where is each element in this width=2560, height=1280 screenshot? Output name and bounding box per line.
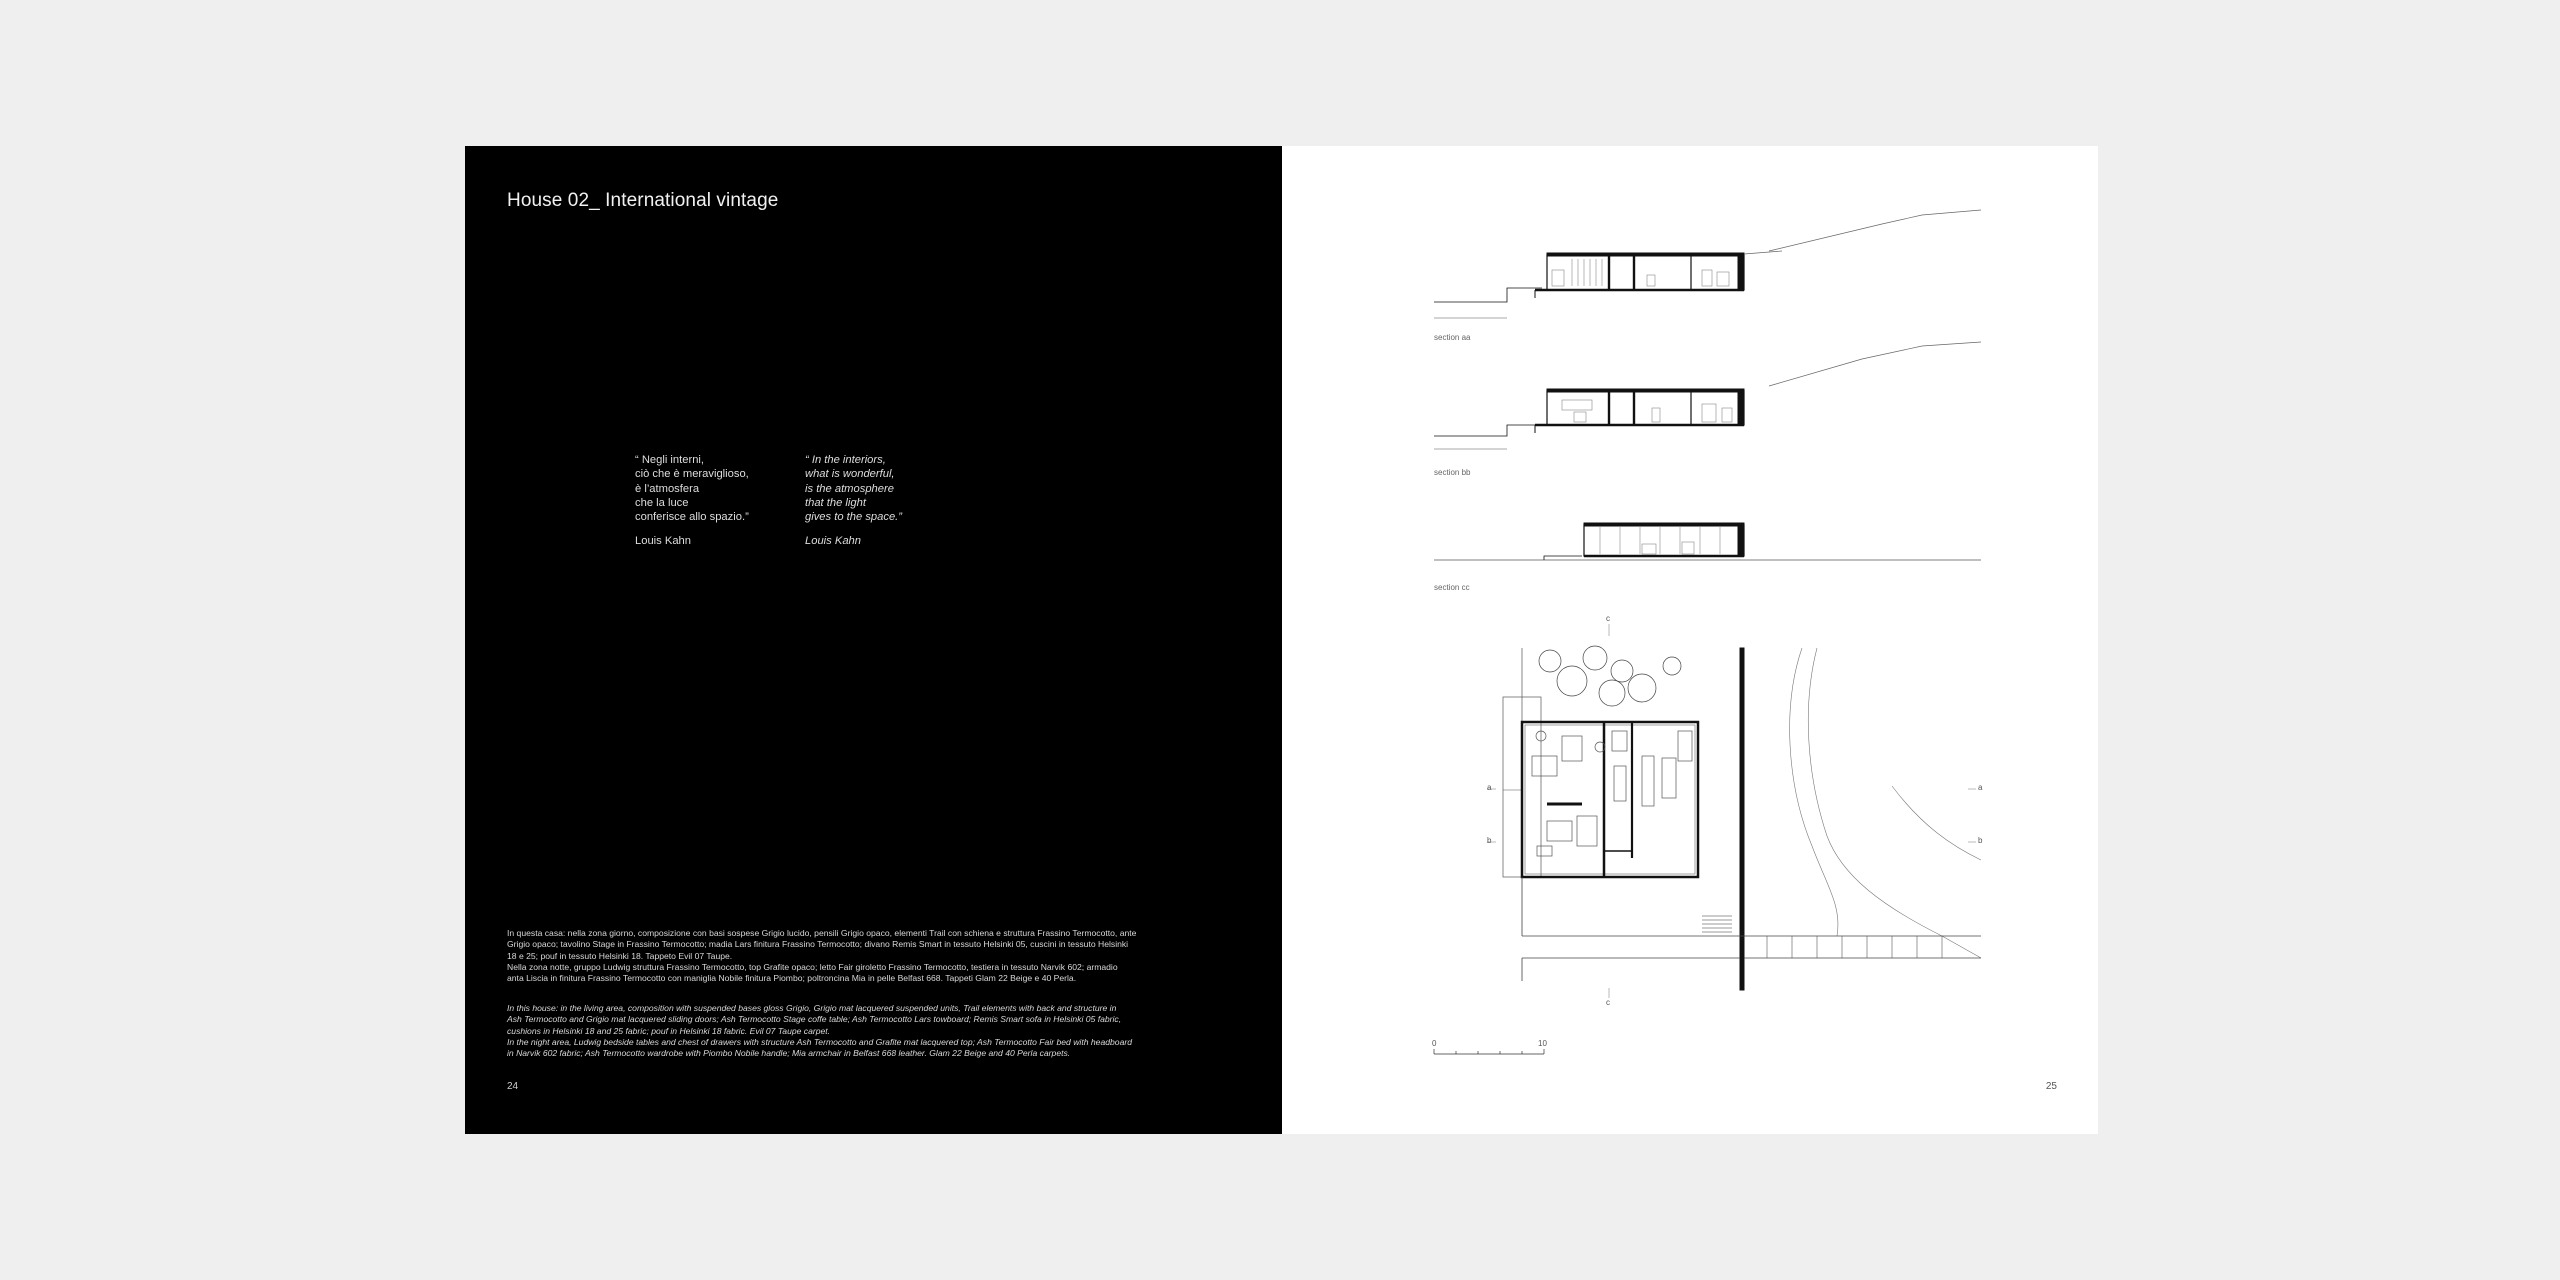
- section-label-aa: section aa: [1434, 333, 1471, 342]
- description-line: anta Liscia in finitura Frassino Termocotto con maniglia Nobile finitura Piombo; poltroncina Mia in pelle Belfast 668. Tappeti Glam 22 Beige e 40 Perla.: [507, 973, 1077, 984]
- quote-author: Louis Kahn: [635, 535, 691, 548]
- quote-italian: [635, 453, 749, 549]
- quote-line: that the light: [805, 496, 866, 509]
- section-bb-drawing: [1434, 342, 1981, 449]
- description-line: In the night area, Ludwig bedside tables and chest of drawers with structure Ash Termocotto and Grafite mat lacquered top; Ash Termocotto Fair bed with headboard: [507, 1036, 1132, 1047]
- scale-start: 0: [1432, 1039, 1437, 1048]
- description-line: cushions in Helsinki 18 and 25 fabric; pouf in Helsinki 18 fabric. Evil 07 Taupe carpet.: [507, 1025, 831, 1036]
- section-label-bb: section bb: [1434, 468, 1471, 477]
- description-line: Grigio opaco; tavolino Stage in Frassino Termocotto; madia Lars finitura Frassino Termocotto; divano Remis Smart in tessuto Helsinki 05, cuscini in tessuto Helsinki: [507, 939, 1129, 950]
- architectural-drawings: [1282, 146, 2098, 1134]
- scale-end: 10: [1538, 1039, 1547, 1048]
- marker-b-right: b: [1978, 836, 1983, 845]
- quote-line: is the atmosphere: [805, 482, 894, 495]
- marker-a-left: a: [1487, 783, 1492, 792]
- quote-line: “ Negli interni,: [635, 454, 705, 466]
- quote-line: ciò che è meraviglioso,: [635, 468, 749, 481]
- section-aa-drawing: [1434, 210, 1981, 318]
- description-line: 18 e 25; pouf in tessuto Helsinki 18. Tappeto Evil 07 Taupe.: [507, 950, 733, 961]
- quote-author: Louis Kahn: [805, 535, 861, 548]
- quote-line: “ In the interiors,: [805, 454, 886, 466]
- marker-b-left: b: [1487, 836, 1492, 845]
- description-line: Ash Termocotto and Grigio mat lacquered sliding doors; Ash Termocotto Stage coffe table; Ash Termocotto Lars towboard; Remis Smart sofa in Helsinki 05 fabric,: [507, 1014, 1122, 1025]
- description-line: Nella zona notte, gruppo Ludwig struttura Frassino Termocotto, top Grafite opaco; letto Fair giroletto Frassino Termocotto, testiera in tessuto Narvik 602; armadio: [507, 961, 1118, 972]
- description-line: In questa casa: nella zona giorno, composizione con basi sospese Grigio lucido, pensili Grigio opaco, elementi Trail con schiena e struttura Frassino Termocotto, ante: [507, 928, 1137, 938]
- description-english: [507, 1003, 1207, 1059]
- book-spread: [465, 146, 2098, 1134]
- right-page: [1282, 146, 2098, 1134]
- floor-plan-drawing: [1487, 624, 1981, 998]
- quote-line: conferisce allo spazio.”: [635, 511, 749, 524]
- marker-c-bottom: c: [1606, 998, 1610, 1007]
- quote-line: è l’atmosfera: [635, 482, 700, 495]
- quote-line: gives to the space.”: [805, 511, 903, 524]
- marker-a-right: a: [1978, 783, 1983, 792]
- scale-bar-drawing: [1434, 1049, 1544, 1054]
- quote-line: che la luce: [635, 496, 689, 509]
- marker-c-top: c: [1606, 614, 1610, 623]
- description-italian: [507, 928, 1207, 984]
- page-number-left: 24: [507, 1081, 519, 1092]
- section-label-cc: section cc: [1434, 583, 1470, 592]
- left-page: [465, 146, 1282, 1134]
- description-line: In this house: in the living area, composition with suspended bases gloss Grigio, Grigio mat lacquered suspended units, Trail elements with back and structure in: [507, 1003, 1117, 1013]
- quote-english: [805, 453, 902, 549]
- page-title: House 02_ International vintage: [507, 190, 779, 211]
- quote-line: what is wonderful,: [805, 468, 895, 481]
- page-number-right: 25: [2045, 1081, 2057, 1092]
- description-line: in Narvik 602 fabric; Ash Termocotto wardrobe with Piombo Nobile handle; Mia armchair in Belfast 668 leather. Glam 22 Beige and 40 Perla carpets.: [507, 1048, 1071, 1059]
- section-cc-drawing: [1434, 523, 1981, 560]
